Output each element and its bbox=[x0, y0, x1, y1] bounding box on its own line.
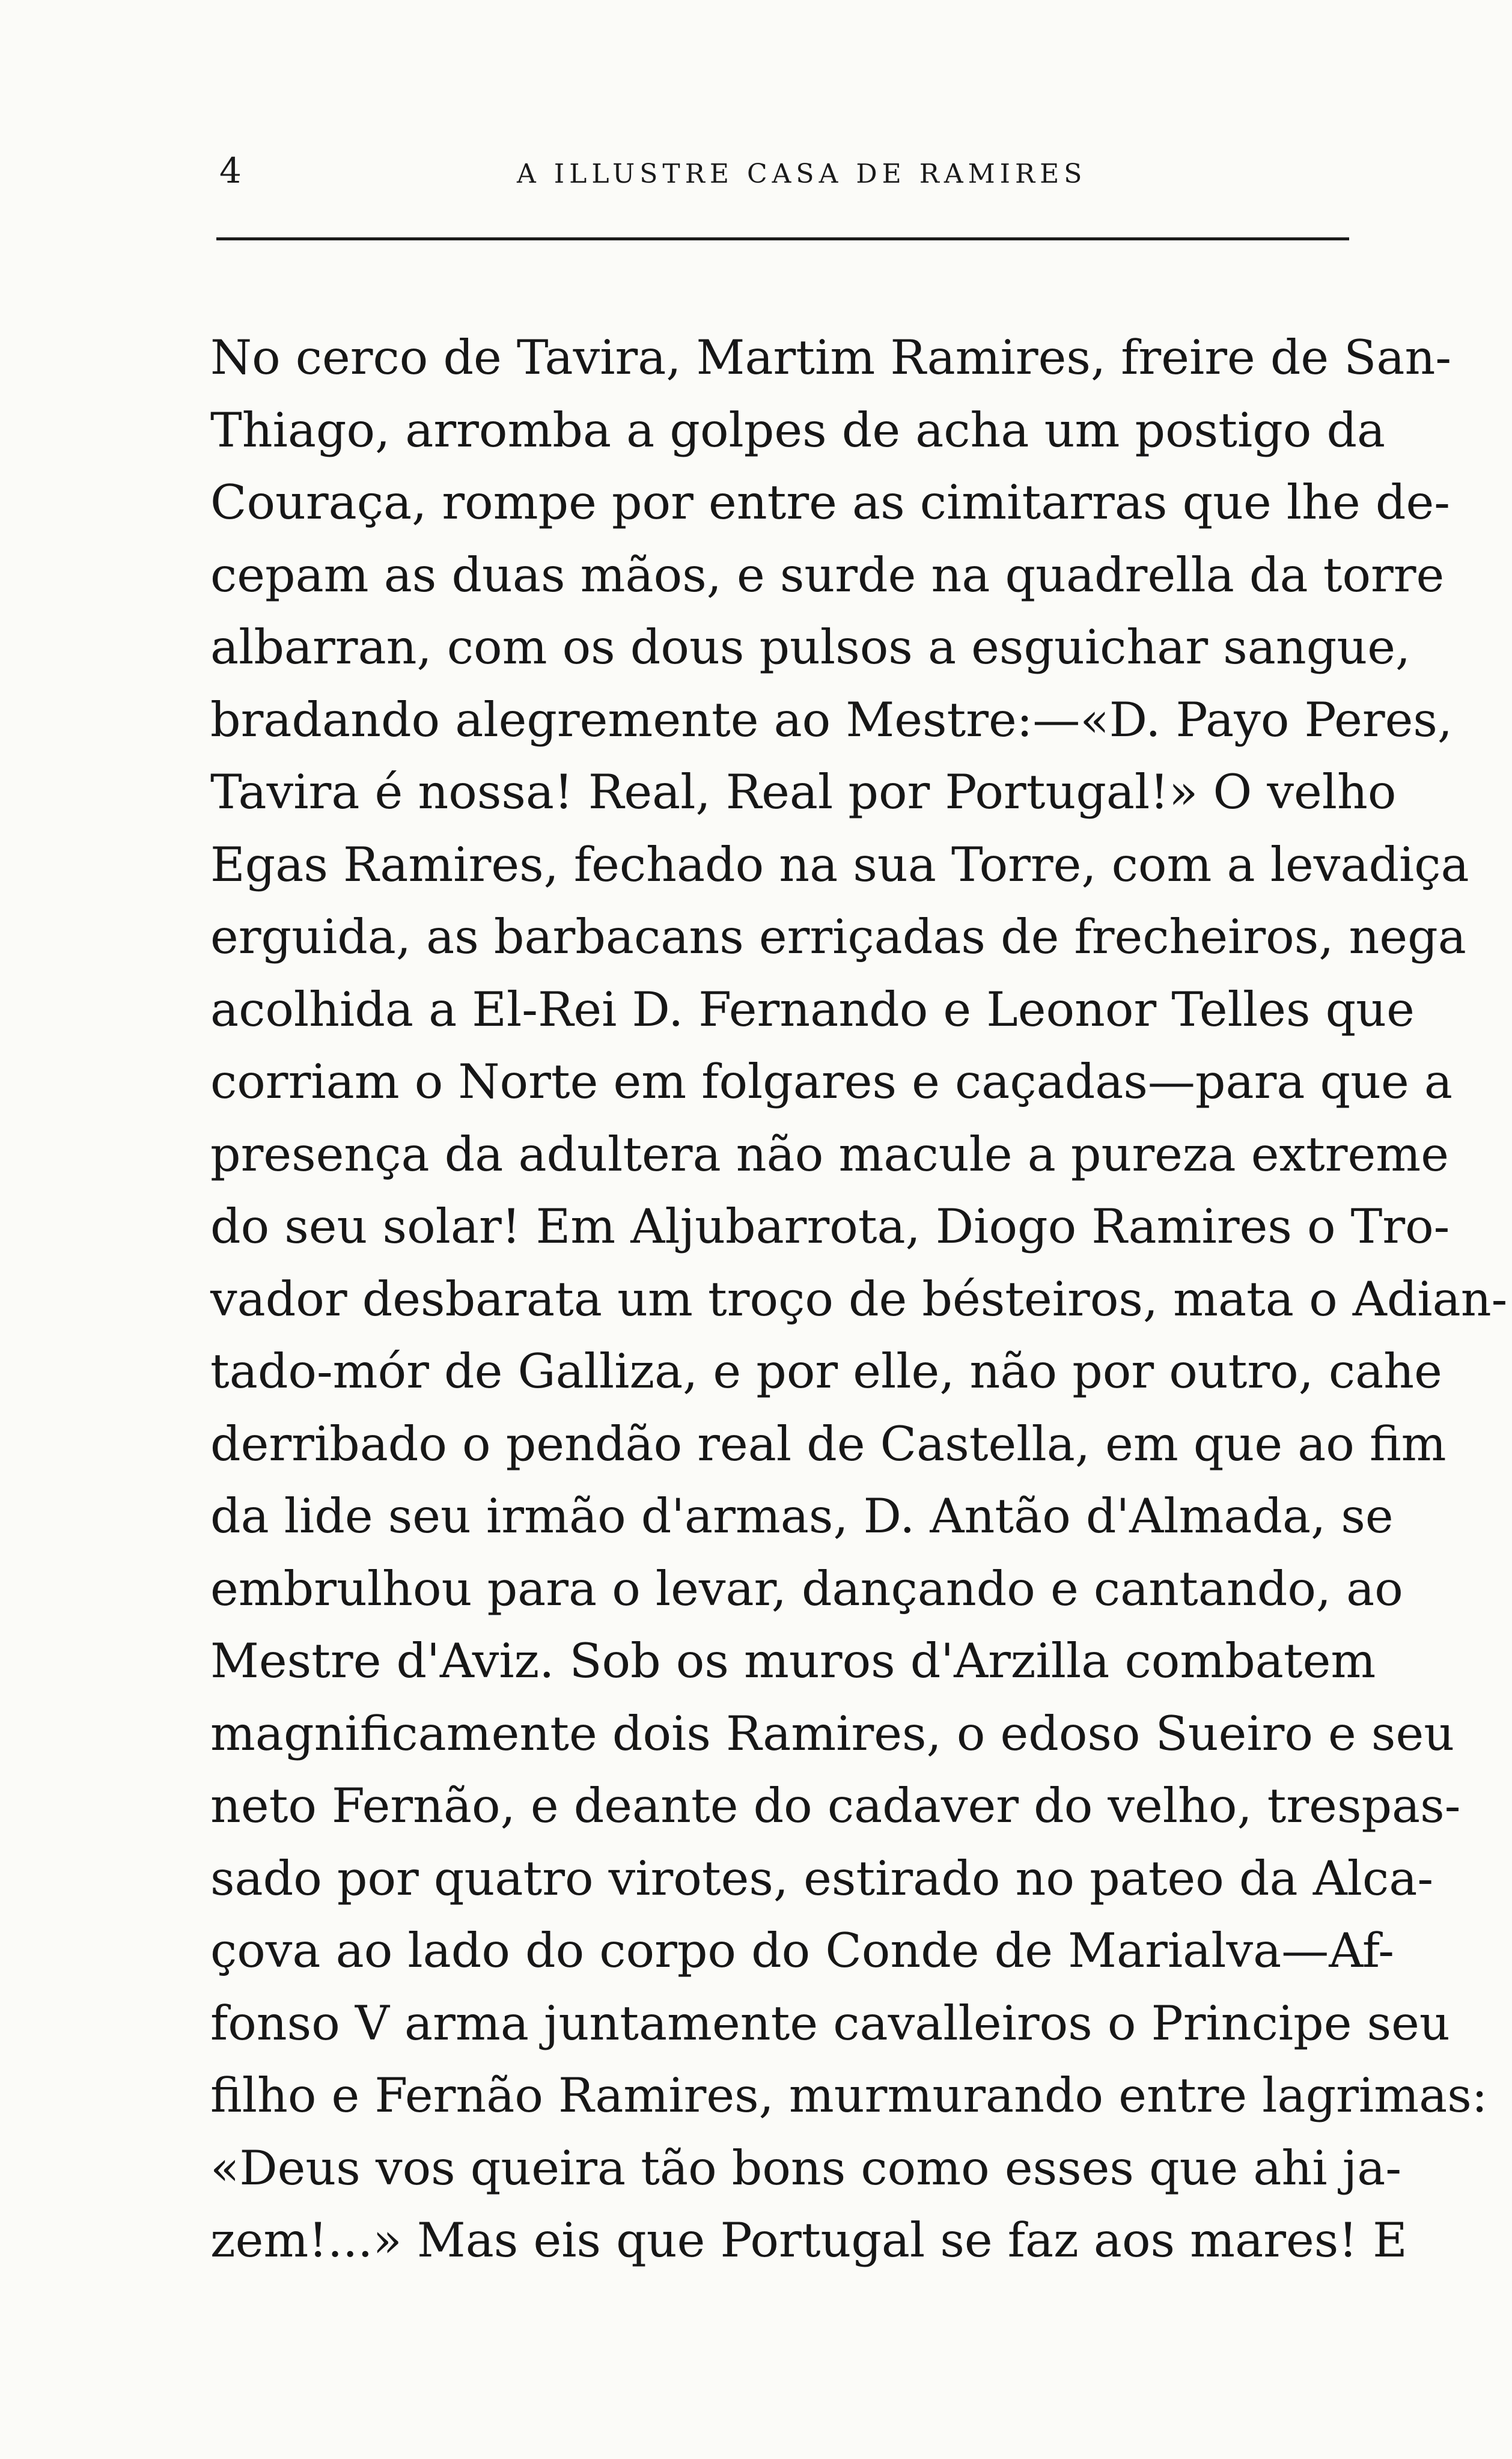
text-line: vador desbarata um troço de bésteiros, mata o Adian- bbox=[210, 1271, 1508, 1327]
text-line: neto Fernão, e deante do cadaver do velho, trespas- bbox=[210, 1778, 1461, 1833]
text-line: do seu solar! Em Aljubarrota, Diogo Ramires o Tro- bbox=[210, 1199, 1450, 1254]
text-line: bradando alegremente ao Mestre:—«D. Payo Peres, bbox=[210, 692, 1453, 748]
text-line: tado-mór de Galliza, e por elle, não por outro, cahe bbox=[210, 1344, 1442, 1399]
text-line: embrulhou para o levar, dançando e cantando, ao bbox=[210, 1561, 1403, 1616]
text-line: corriam o Norte em folgares e caçadas—para que a bbox=[210, 1054, 1453, 1109]
text-line: magnificamente dois Ramires, o edoso Sueiro e seu bbox=[210, 1705, 1455, 1761]
text-line: sado por quatro virotes, estirado no pateo da Alca- bbox=[210, 1850, 1434, 1906]
text-line: Couraça, rompe por entre as cimitarras que lhe de- bbox=[210, 475, 1450, 530]
text-line: derribado o pendão real de Castella, em que ao fim bbox=[210, 1416, 1446, 1472]
text-line: Mestre d'Aviz. Sob os muros d'Arzilla combatem bbox=[210, 1633, 1376, 1689]
text-line: albarran, com os dous pulsos a esguichar sangue, bbox=[210, 620, 1411, 675]
text-line: fonso V arma juntamente cavalleiros o Principe seu bbox=[210, 1995, 1450, 2051]
text-line: zem!...» Mas eis que Portugal se faz aos mares! E bbox=[210, 2213, 1407, 2268]
header-rule bbox=[216, 237, 1349, 240]
text-line: No cerco de Tavira, Martim Ramires, freire de San- bbox=[210, 330, 1452, 385]
text-line: çova ao lado do corpo do Conde de Marialva—Af- bbox=[210, 1923, 1394, 1978]
text-line: presença da adultera não macule a pureza extreme bbox=[210, 1126, 1449, 1182]
text-line: Egas Ramires, fechado na sua Torre, com a levadiça bbox=[210, 836, 1469, 892]
body-text bbox=[210, 321, 1508, 2277]
text-line: erguida, as barbacans erriçadas de frecheiros, nega bbox=[210, 909, 1466, 964]
text-line: «Deus vos queira tão bons como esses que ahi ja- bbox=[210, 2140, 1402, 2196]
text-line: da lide seu irmão d'armas, D. Antão d'Almada, se bbox=[210, 1489, 1394, 1544]
text-line: Tavira é nossa! Real, Real por Portugal!» O velho bbox=[210, 764, 1397, 820]
text-line: cepam as duas mãos, e surde na quadrella da torre bbox=[210, 547, 1445, 603]
text-line: acolhida a El-Rei D. Fernando e Leonor Telles que bbox=[210, 981, 1415, 1037]
page-number: 4 bbox=[219, 150, 243, 191]
running-head: A ILLUSTRE CASA DE RAMIRES bbox=[517, 159, 1087, 189]
text-line: Thiago, arromba a golpes de acha um postigo da bbox=[210, 402, 1386, 458]
text-line: filho e Fernão Ramires, murmurando entre lagrimas: bbox=[210, 2068, 1488, 2123]
